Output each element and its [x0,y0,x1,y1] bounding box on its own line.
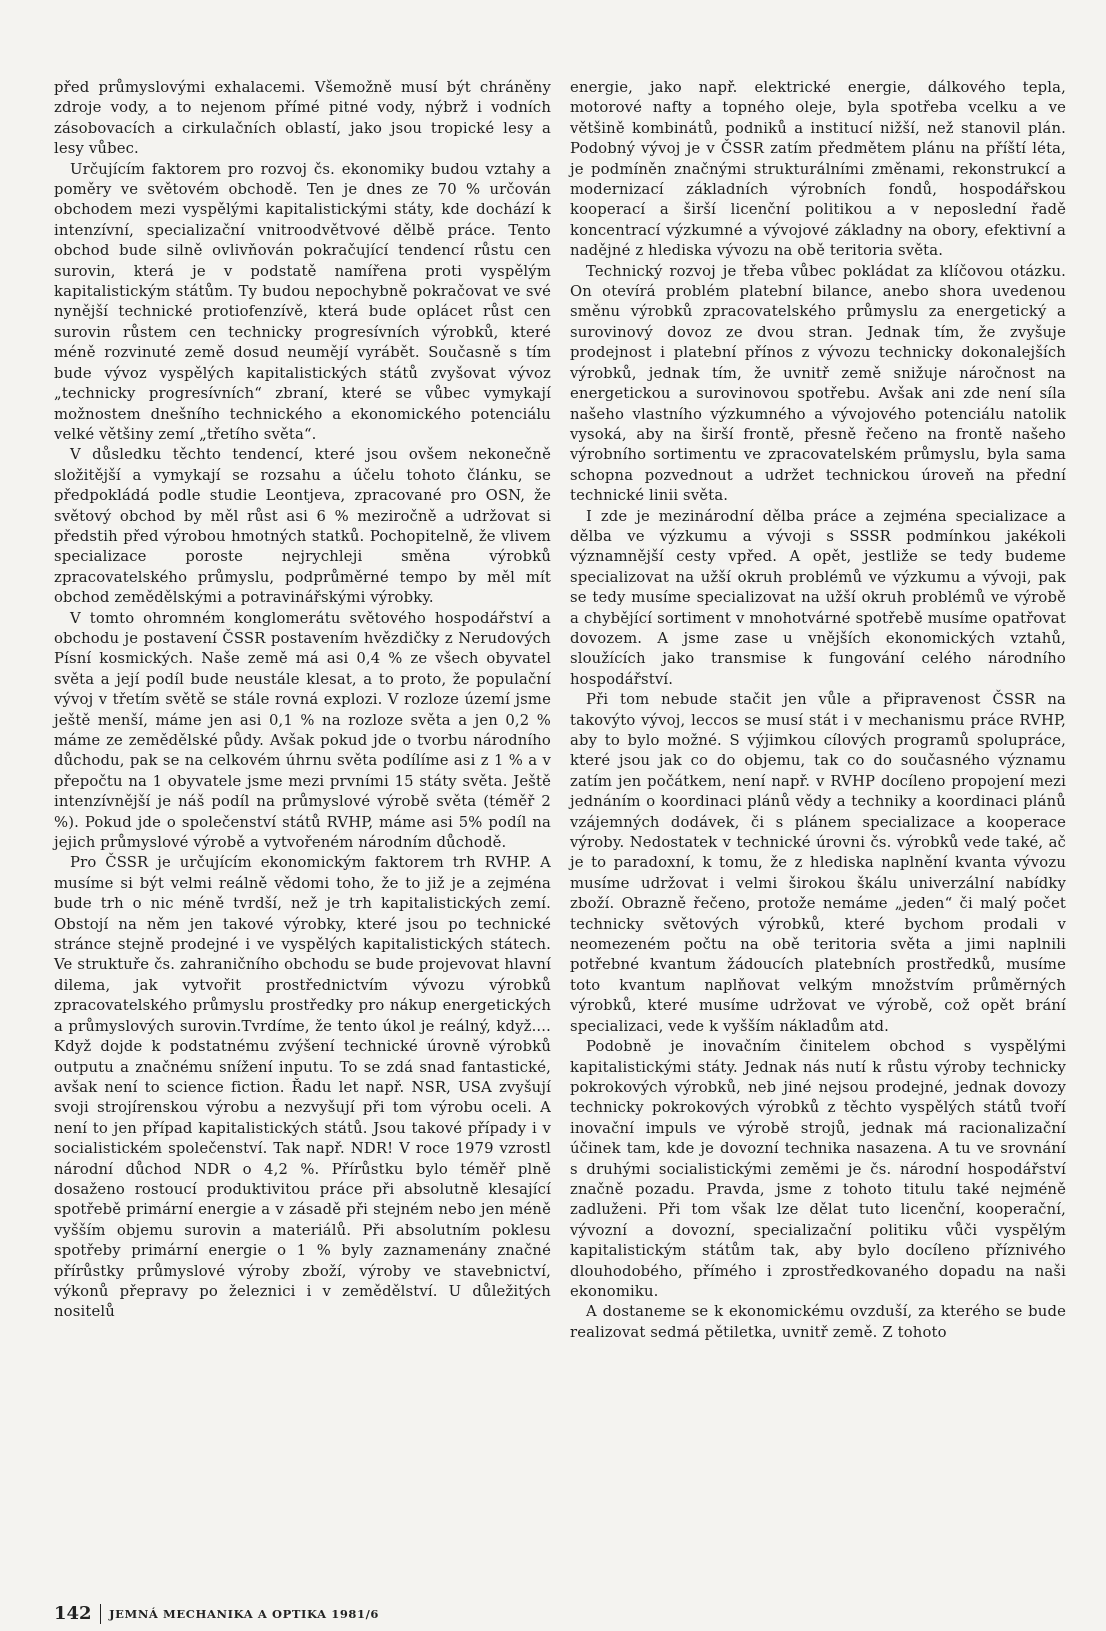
paragraph: V tomto ohromném konglomerátu světového hospodářství a obchodu je postavení ČSSR postavením hvězdičky z Nerudových Písní kosmických. Naše země má asi 0,4 % ze všech obyvatel světa a její podíl bude neustále klesat, a to proto, že populační vývoj v třetím světě se stále rovná explozi. V rozloze území jsme ještě menší, máme jen asi 0,1 % na rozloze světa a jen 0,2 % máme ze zemědělské půdy. Avšak pokud jde o tvorbu národního důchodu, pak se na celkovém úhrnu světa podílíme asi z 1 % a v přepočtu na 1 obyvatele jsme mezi prvními 15 státy světa. Ještě intenzívnější je náš podíl na průmyslové výrobě světa (téměř 2 %). Pokud jde o společenství států RVHP, máme asi 5% podíl na jejich průmyslové výrobě a vytvořeném národním důchodě. [54,609,551,852]
paragraph: I zde je mezinárodní dělba práce a zejména specializace a dělba ve výzkumu a vývoji s SSSR podmínkou jakékoli významnější cesty vpřed. A opět, jestliže se tedy budeme specializovat na užší okruh problémů ve výzkumu a vývoji, pak se tedy musíme specializovat na užší okruh problémů ve výrobě a chybějící sortiment v mnohotvárné spotřebě musíme opatřovat dovozem. A jsme zase u vnějších ekonomických vztahů, sloužících jako transmise k fungování celého národního hospodářství. [570,507,1066,688]
paragraph: energie, jako např. elektrické energie, dálkového tepla, motorové nafty a topného oleje, byla spotřeba vcelku a ve většině kombinátů, podniků a institucí nižší, než stanovil plán. Podobný vývoj je v ČSSR zatím předmětem plánu na příští léta, je podmíněn značnými strukturálními změnami, rekonstrukcí a modernizací základních výrobních fondů, hospodářskou kooperací a širší licenční politikou a v neposlední řadě koncentrací výzkumné a vývojové základny na obory, efektivní a nadějné z hlediska vývozu na obě teritoria světa. [570,79,1066,260]
paragraph: Technický rozvoj je třeba vůbec pokládat za klíčovou otázku. On otevírá problém platební bilance, anebo shora uvedenou směnu výrobků zpracovatelského průmyslu za energetický a surovinový dovoz ze dvou stran. Jednak tím, že zvyšuje prodejnost i platební přínos z vývozu technicky dokonalejších výrobků, jednak tím, že uvnitř země snižuje náročnost na energetickou a surovinovou spotřebu. Avšak ani zde není síla našeho vlastního výzkumného a vývojového potenciálu natolik vysoká, aby na širší frontě, přesně řečeno na frontě našeho výrobního sortimentu ve zpracovatelském průmyslu, byla sama schopna pozvednout a udržet technickou úroveň na přední technické linii světa. [570,262,1066,505]
paragraph: A dostaneme se k ekonomickému ovzduší, za kterého se bude realizovat sedmá pětiletka, uvnitř země. Z tohoto [570,1303,1066,1341]
paragraph: Při tom nebude stačit jen vůle a připravenost ČSSR na takovýto vývoj, leccos se musí stát i v mechanismu práce RVHP, aby to bylo možné. S výjimkou cílových programů spolupráce, které jsou jak co do objemu, tak co do současného významu zatím jen počátkem, není např. v RVHP docíleno propojení mezi jednáním o koordinaci plánů vědy a techniky a koordinaci plánů vzájemných dodávek, či s plánem specializace a kooperace výroby. Nedostatek v technické úrovni čs. výrobků vede také, ač je to paradoxní, k tomu, že z hlediska naplnění kvanta vývozu musíme udržovat i velmi širokou škálu univerzální nabídky zboží. Obrazně řečeno, protože nemáme „jeden“ či malý počet technicky světových výrobků, které bychom prodali v neomezeném počtu na obě teritoria světa a jimi naplnili potřebné kvantum žádoucích platebních prostředků, musíme toto kvantum naplňovat velkým množstvím průměrných výrobků, které musíme udržovat ve výrobě, což opět brání specializaci, vede k vyšším nákladům atd. [570,691,1066,1035]
page-number: 142 [54,1603,92,1624]
page-footer [54,1603,379,1624]
footer-divider [100,1604,102,1624]
journal-title: JEMNÁ MECHANIKA A OPTIKA 1981/6 [109,1606,380,1621]
paragraph: Podobně je inovačním činitelem obchod s vyspělými kapitalistickými státy. Jednak nás nutí k růstu výroby technicky pokrokových výrobků, neb jiné nejsou prodejné, jednak dovozy technicky pokrokových výrobků z těchto vyspělých států tvoří inovační impuls ve výrobě strojů, jednak má racionalizační účinek tam, kde je dovozní technika nasazena. A tu ve srovnání s druhými socialistickými zeměmi je čs. národní hospodářství značně pozadu. Pravda, jsme z tohoto titulu také nejméně zadluženi. Při tom však lze dělat tuto licenční, kooperační, vývozní a dovozní, specializační politiku vůči vyspělým kapitalistickým státům tak, aby bylo docíleno příznivého dlouhodobého, přímého i zprostředkovaného dopadu na naši ekonomiku. [570,1038,1066,1300]
paragraph: Pro ČSSR je určujícím ekonomickým faktorem trh RVHP. A musíme si být velmi reálně vědomi toho, že to již je a zejména bude trh o nic méně tvrdší, než je trh kapitalistických zemí. Obstojí na něm jen takové výrobky, které jsou po technické stránce stejně prodejné i ve vyspělých kapitalistických státech. Ve struktuře čs. zahraničního obchodu se bude projevovat hlavní dilema, jak vytvořit prostřednictvím vývozu výrobků zpracovatelského průmyslu prostředky pro nákup energetických a průmyslových surovin.Tvrdíme, že tento úkol je reálný, když.... Když dojde k podstatnému zvýšení technické úrovně výrobků outputu a značnému snížení inputu. To se zdá snad fantastické, avšak není to science fiction. Řadu let např. NSR, USA zvyšují svoji strojírenskou výrobu a nezvyšují při tom výrobu oceli. A není to jen případ kapitalistických států. Jsou takové případy i v socialistickém společenství. Tak např. NDR! V roce 1979 vzrostl národní důchod NDR o 4,2 %. Přírůstku bylo téměř plně dosaženo rostoucí produktivitou práce při absolutně klesající spotřebě primární energie a v zásadě při stejném nebo jen méně vyšším objemu surovin a materiálů. Při absolutním poklesu spotřeby primární energie o 1 % byly zaznamenány značné přírůstky průmyslové výroby zboží, výroby ve stavebnictví, výkonů přepravy po železnici i v zemědělství. U důležitých nositelů [54,854,551,1321]
left-column [54,78,551,1323]
paragraph: před průmyslovými exhalacemi. Všemožně musí být chráněny zdroje vody, a to nejenom přímé pitné vody, nýbrž i vodních zásobovacích a cirkulačních oblastí, jako jsou tropické lesy a lesy vůbec. [54,79,551,158]
right-column [570,78,1066,1343]
paragraph: Určujícím faktorem pro rozvoj čs. ekonomiky budou vztahy a poměry ve světovém obchodě. Ten je dnes ze 70 % určován obchodem mezi vyspělými kapitalistickými státy, kde dochází k intenzívní, specializační vnitroodvětvové dělbě práce. Tento obchod bude silně ovlivňován pokračující tendencí růstu cen surovin, která je v podstatě namířena proti vyspělým kapitalistickým státům. Ty budou nepochybně pokračovat ve své nynější technické protiofenzívě, která bude oplácet růst cen surovin růstem cen technicky progresívních výrobků, které méně rozvinuté země dosud neumějí vyrábět. Současně s tím bude vývoz vyspělých kapitalistických států zvyšovat vývoz „technicky progresívních“ zbraní, které se vůbec vymykají možnostem dnešního technického a ekonomického potenciálu velké většiny zemí „třetího světa“. [54,160,551,443]
paragraph: V důsledku těchto tendencí, které jsou ovšem nekonečně složitější a vymykají se rozsahu a účelu tohoto článku, se předpokládá podle studie Leontjeva, zpracované pro OSN, že světový obchod by měl růst asi 6 % meziročně a udržovat si předstih před výrobou hmotných statků. Pochopitelně, že vlivem specializace poroste nejrychleji směna výrobků zpracovatelského průmyslu, podprůměrné tempo by měl mít obchod zemědělskými a potravinářskými výrobky. [54,446,551,607]
